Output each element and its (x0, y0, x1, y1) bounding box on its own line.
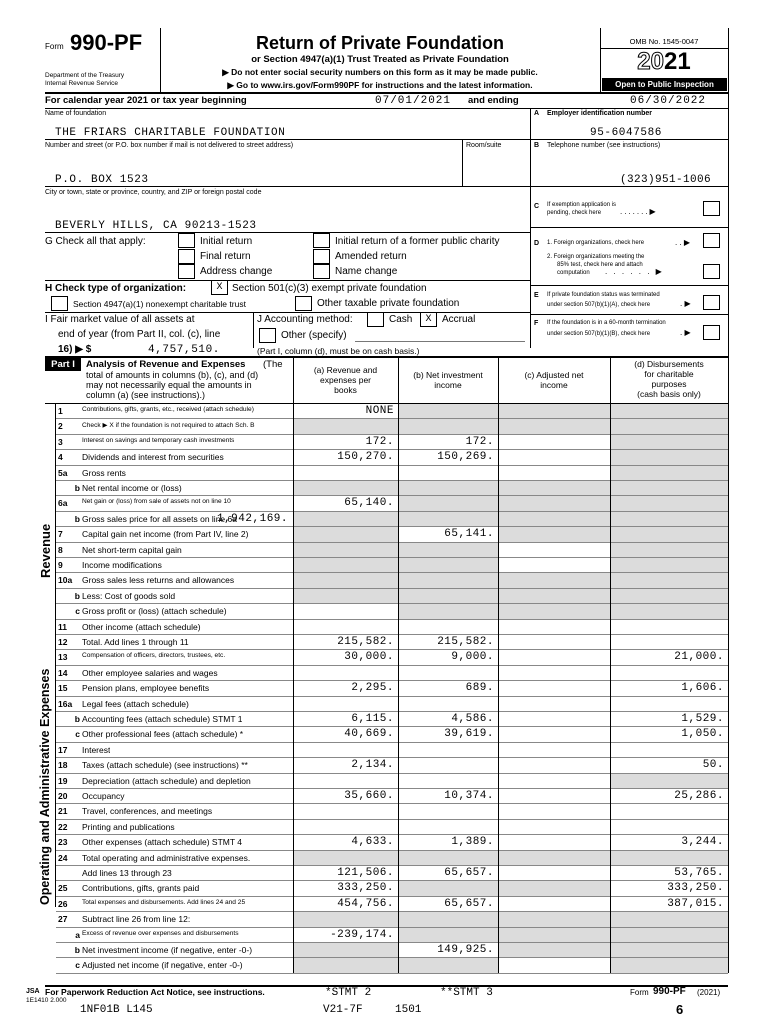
h-label: H Check type of organization: (45, 283, 187, 294)
col-d-head1: (d) Disbursements (634, 359, 704, 369)
4947-trust-checkbox[interactable] (51, 296, 68, 311)
initial-former-public-label: Initial return of a former public charity (335, 236, 500, 247)
line-number: 2 (58, 421, 63, 432)
line-description: Net gain or (loss) from sale of assets not on line 10 (82, 498, 231, 506)
col-d-head3: purposes (651, 379, 687, 389)
amount-a[interactable]: 35,660. (344, 790, 394, 802)
shaded-cell (499, 496, 610, 510)
status-terminated-checkbox[interactable] (703, 295, 720, 310)
line-description: Excess of revenue over expenses and disbursements (82, 929, 239, 937)
amount-d[interactable]: 1,529. (681, 713, 724, 725)
city-state-zip[interactable]: BEVERLY HILLS, CA 90213-1523 (55, 220, 257, 232)
ein-value[interactable]: 95-6047586 (590, 127, 663, 139)
shaded-cell (294, 958, 398, 972)
line-number: 4 (58, 452, 63, 463)
shaded-cell (611, 419, 728, 433)
line-number: 13 (58, 652, 68, 663)
shaded-cell (611, 450, 728, 464)
amount-b[interactable]: 150,269. (437, 451, 494, 464)
shaded-cell (399, 543, 498, 557)
line-number: 23 (58, 837, 68, 848)
irs-link: ▶ Go to www.irs.gov/Form990PF for instructions and the latest information. (227, 80, 533, 90)
revenue-side-label: Revenue (38, 523, 53, 578)
shaded-cell (611, 928, 728, 942)
amount-b[interactable]: 689. (465, 682, 494, 695)
shaded-cell (399, 404, 498, 418)
shaded-cell (611, 496, 728, 510)
shaded-cell (499, 589, 610, 603)
shaded-cell (294, 527, 398, 541)
and-ending-label: and ending (468, 95, 519, 106)
line-description: Other professional fees (attach schedule) * (82, 729, 244, 740)
col-c-head1: (c) Adjusted net (524, 370, 584, 380)
shaded-cell (294, 573, 398, 587)
amended-return-label: Amended return (335, 251, 407, 262)
other-method-label: Other (specify) (281, 330, 347, 341)
d-letter: D (534, 240, 540, 247)
line-number: 14 (58, 667, 68, 678)
line-description: Legal fees (attach schedule) (82, 698, 189, 709)
dept-irs: Internal Revenue Service (45, 80, 118, 87)
name-change-checkbox[interactable] (313, 264, 330, 279)
amount-a[interactable]: 121,506. (337, 867, 394, 879)
form-footer-number: 990-PF (653, 986, 686, 997)
initial-former-public-checkbox[interactable] (313, 233, 330, 248)
ein-label: Employer identification number (547, 110, 653, 117)
line-description: Other employee salaries and wages (82, 667, 218, 678)
shaded-cell (294, 912, 398, 926)
shaded-cell (611, 558, 728, 572)
form-subtitle: or Section 4947(a)(1) Trust Treated as Private Foundation (251, 54, 509, 65)
col-a-head2: expenses per (319, 375, 372, 385)
line-number: b (74, 945, 80, 955)
city-label: City or town, state or province, country, and ZIP or foreign postal code (45, 189, 262, 196)
line-description: Depreciation (attach schedule) and depletion (82, 775, 251, 786)
e-arrow: . ▶ (680, 299, 691, 308)
shaded-cell (499, 881, 610, 895)
shaded-cell (399, 512, 498, 526)
shaded-cell (611, 466, 728, 480)
shaded-cell (611, 912, 728, 926)
line-number: 22 (58, 821, 68, 832)
cash-basis-note: (Part I, column (d), must be on cash basis.) (257, 346, 420, 356)
name-change-label: Name change (335, 266, 398, 277)
tax-year (600, 48, 728, 76)
line-description: Gross rents (82, 467, 126, 478)
line-description: Subtract line 26 from line 12: (82, 914, 191, 925)
col-b-head2: income (434, 380, 462, 390)
c-line1: If exemption application is (547, 202, 617, 208)
line-number: a (75, 929, 80, 940)
part1-heading-tail: (The (263, 359, 283, 370)
line-description: Taxes (attach schedule) (see instructions) ** (82, 760, 248, 771)
line-number: c (75, 960, 80, 971)
cash-label: Cash (389, 314, 413, 325)
line-description: Total operating and administrative expenses. (82, 852, 251, 863)
shaded-cell (499, 943, 610, 957)
part1-desc1: total of amounts in columns (b), (c), and (d) (86, 370, 259, 380)
shaded-cell (499, 851, 610, 865)
line-number: 9 (58, 560, 63, 570)
line-description: Interest on savings and temporary cash investments (82, 436, 235, 444)
amount-d[interactable]: 387,015. (667, 897, 724, 910)
line-description: Check ▶ X if the foundation is not required to attach Sch. B (82, 422, 255, 430)
line-number: 21 (58, 806, 68, 817)
shaded-cell (499, 481, 610, 495)
f-arrow: . ▶ (680, 328, 691, 337)
amount-b[interactable]: 65,141. (444, 528, 494, 541)
tax-period-begin[interactable]: 07/01/2021 (375, 95, 452, 107)
f-letter: F (534, 320, 539, 327)
line-description: Less: Cost of goods sold (82, 590, 176, 601)
amount-a[interactable]: 65,140. (344, 497, 394, 510)
line-description: Net investment income (if negative, enter -0-) (82, 945, 253, 955)
open-public-inspection: Open to Public Inspection (602, 78, 727, 91)
sixty-month-checkbox[interactable] (703, 325, 720, 340)
tax-period-label: For calendar year 2021 or tax year beginning (45, 95, 247, 106)
fmv-value[interactable]: 4,757,510. (148, 344, 221, 356)
initial-return-checkbox[interactable] (178, 233, 195, 248)
shaded-cell (499, 527, 610, 541)
line-description: Capital gain net income (from Part IV, line 2) (82, 529, 249, 540)
line-description: Printing and publications (82, 821, 175, 832)
form-code: 1E1410 2.000 (26, 997, 67, 1004)
part1-tag: Part I (45, 358, 81, 371)
amount-a[interactable]: 6,115. (351, 713, 394, 725)
line-number: b (74, 714, 80, 724)
omb-number: OMB No. 1545-0047 (629, 37, 699, 46)
shaded-cell (611, 527, 728, 541)
line-number: 17 (58, 744, 68, 755)
part1-heading: Analysis of Revenue and Expenses (86, 359, 246, 370)
line-number: 5a (58, 467, 68, 478)
exemption-pending-checkbox[interactable] (703, 201, 720, 216)
shaded-cell (294, 543, 398, 557)
paperwork-notice: For Paperwork Reduction Act Notice, see instructions. (45, 987, 265, 997)
d-line1: 1. Foreign organizations, check here (547, 240, 645, 246)
col-b-head1: (b) Net investment (413, 370, 483, 380)
line-number: 8 (58, 544, 63, 555)
accounting-method-label: J Accounting method: (257, 314, 353, 325)
line-number: 15 (58, 683, 68, 694)
line-number: 7 (58, 529, 63, 540)
shaded-cell (499, 928, 610, 942)
foreign-85-checkbox[interactable] (703, 264, 720, 279)
col-c-head2: income (540, 380, 568, 390)
amount-b[interactable]: 4,586. (451, 713, 494, 725)
amount-d[interactable]: 333,250. (667, 882, 724, 895)
line-number: c (75, 729, 80, 740)
fmv-line1: I Fair market value of all assets at (45, 314, 195, 325)
shaded-cell (611, 404, 728, 418)
address-change-checkbox[interactable] (178, 264, 195, 279)
line-description: Adjusted net income (if negative, enter -0-) (82, 960, 243, 971)
shaded-cell (399, 604, 498, 618)
line-description: Gross profit or (loss) (attach schedule) (82, 606, 227, 617)
amount-b[interactable]: 9,000. (451, 651, 494, 664)
form-word: Form (45, 42, 64, 51)
line-number: b (74, 590, 80, 601)
line-description: Add lines 13 through 23 (82, 868, 172, 878)
shaded-cell (399, 419, 498, 433)
line-description: Net short-term capital gain (82, 544, 182, 555)
amount-a[interactable]: 172. (365, 435, 394, 448)
amount-d[interactable]: 25,286. (674, 790, 724, 802)
tax-year-outline: 20 (637, 48, 664, 75)
line-description: Contributions, gifts, grants, etc., received (attach schedule) (82, 406, 254, 413)
501c3-label: Section 501(c)(3) exempt private foundation (232, 283, 427, 294)
line-description: Occupancy (82, 791, 125, 801)
shaded-cell (399, 558, 498, 572)
other-method-checkbox[interactable] (259, 328, 276, 343)
line-number: 26 (58, 898, 68, 909)
d-line2c: computation (557, 270, 590, 276)
amount-d[interactable]: 21,000. (674, 651, 724, 664)
line-description: Income modifications (82, 560, 162, 570)
amount-a[interactable]: 215,582. (337, 636, 394, 648)
shaded-cell (399, 912, 498, 926)
amount-b[interactable]: 172. (465, 435, 494, 448)
accrual-label: Accrual (442, 314, 476, 325)
e-line2: under section 507(b)(1)(A), check here (547, 302, 651, 308)
line-description: Other income (attach schedule) (82, 621, 201, 632)
shaded-cell (399, 496, 498, 510)
amount-d[interactable]: 53,765. (674, 867, 724, 879)
page-number: 6 (676, 1002, 684, 1017)
other-taxable-label: Other taxable private foundation (317, 298, 460, 309)
shaded-cell (294, 512, 398, 526)
amount-b[interactable]: 65,657. (444, 867, 494, 879)
shaded-cell (611, 573, 728, 587)
fmv-line2: end of year (from Part II, col. (c), line (58, 329, 221, 340)
line-description: Pension plans, employee benefits (82, 683, 210, 694)
shaded-cell (611, 958, 728, 972)
tax-period-end[interactable]: 06/30/2022 (630, 95, 707, 107)
line-number: 27 (58, 914, 68, 925)
line-number: 16a (58, 698, 73, 709)
form-footer-year: (2021) (697, 988, 721, 997)
shaded-cell (611, 851, 728, 865)
line-number: 19 (58, 775, 68, 786)
line-number: 3 (58, 436, 63, 447)
amount-b[interactable]: 149,925. (437, 944, 494, 956)
shaded-cell (499, 604, 610, 618)
line-number: 12 (58, 637, 68, 647)
amount-d[interactable]: 50. (702, 759, 724, 772)
stmt2-ref: *STMT 2 (325, 987, 372, 999)
line-description: Other expenses (attach schedule) STMT 4 (82, 837, 243, 848)
line-number: 25 (58, 883, 68, 894)
c-line2: pending, check here (547, 210, 602, 216)
d1-arrow: . . ▶ (675, 238, 691, 247)
accrual-checkbox[interactable]: X (420, 312, 437, 327)
phone-letter: B (534, 142, 540, 149)
phone-number[interactable]: (323)951-1006 (620, 174, 712, 186)
shaded-cell (499, 573, 610, 587)
amount-b[interactable]: 10,374. (444, 790, 494, 802)
shaded-cell (611, 512, 728, 526)
4947-trust-label: Section 4947(a)(1) nonexempt charitable trust (73, 299, 246, 309)
amount-a[interactable]: 40,669. (344, 728, 394, 741)
final-return-label: Final return (200, 251, 251, 262)
shaded-cell (611, 943, 728, 957)
dept-treasury: Department of the Treasury (45, 72, 125, 79)
line-description: Accounting fees (attach schedule) STMT 1 (82, 714, 243, 724)
501c3-checkbox[interactable]: X (211, 280, 228, 295)
shaded-cell (399, 589, 498, 603)
shaded-cell (611, 543, 728, 557)
ssn-warning: ▶ Do not enter social security numbers on this form as it may be made public. (222, 67, 538, 77)
e-line1: If private foundation status was terminated (547, 292, 660, 298)
shaded-cell (294, 419, 398, 433)
col-a-head1: (a) Revenue and (313, 365, 378, 375)
amount-a[interactable]: 150,270. (337, 451, 394, 464)
f-line2: under section 507(b)(1)(B), check here (547, 331, 651, 337)
shaded-cell (611, 774, 728, 788)
address-change-label: Address change (200, 266, 273, 277)
shaded-cell (399, 573, 498, 587)
shaded-cell (611, 589, 728, 603)
d-line2b: 85% test, check here and attach (557, 262, 643, 268)
shaded-cell (399, 851, 498, 865)
amount-a[interactable]: -239,174. (330, 928, 394, 941)
bottom-seq: 1501 (395, 1004, 422, 1016)
line-number: b (74, 483, 80, 493)
shaded-cell (611, 604, 728, 618)
bottom-left-code: 1NF01B L145 (80, 1004, 153, 1016)
form-footer-word: Form (630, 988, 649, 997)
shaded-cell (399, 881, 498, 895)
shaded-cell (294, 851, 398, 865)
amount-a[interactable]: 2,134. (351, 759, 394, 772)
foundation-name[interactable]: THE FRIARS CHARITABLE FOUNDATION (55, 127, 286, 139)
room-suite-label: Room/suite (466, 142, 502, 149)
shaded-cell (611, 481, 728, 495)
amount-b[interactable]: 215,582. (437, 636, 494, 648)
line-description: Gross sales less returns and allowances (82, 575, 235, 586)
shaded-cell (611, 435, 728, 449)
amount-b[interactable]: 65,657. (444, 897, 494, 910)
shaded-cell (294, 558, 398, 572)
d-line2a: 2. Foreign organizations meeting the (547, 254, 645, 260)
line-description: Travel, conferences, and meetings (82, 806, 213, 817)
shaded-cell (499, 419, 610, 433)
line-description: Contributions, gifts, grants paid (82, 883, 200, 894)
other-taxable-checkbox[interactable] (295, 296, 312, 311)
stmt3-ref: **STMT 3 (440, 987, 493, 999)
shaded-cell (499, 404, 610, 418)
f-line1: If the foundation is in a 60-month termination (547, 320, 666, 326)
amount-d[interactable]: 1,606. (681, 682, 724, 695)
col-a-head3: books (334, 385, 357, 395)
amount-d[interactable]: 1,050. (681, 728, 724, 741)
street-address[interactable]: P.O. BOX 1523 (55, 174, 149, 186)
line-number: 18 (58, 760, 68, 771)
form-title: Return of Private Foundation (255, 33, 504, 53)
cash-checkbox[interactable] (367, 312, 384, 327)
shaded-cell (399, 958, 498, 972)
amount-b[interactable]: 1,389. (451, 836, 494, 849)
part1-desc3: column (a) (see instructions).) (86, 390, 206, 400)
jsa-label: JSA (26, 988, 40, 995)
foundation-name-label: Name of foundation (45, 110, 107, 117)
line-description: Total expenses and disbursements. Add lines 24 and 25 (82, 898, 246, 906)
line-number: 20 (58, 791, 68, 801)
col-d-head2: for charitable (644, 369, 694, 379)
col-d-head4: (cash basis only) (637, 389, 701, 399)
fmv-line3: 16) ▶ $ (58, 344, 92, 355)
line-inline-value[interactable]: 1,942,169. (216, 512, 288, 525)
c-letter: C (534, 203, 540, 210)
amended-return-checkbox[interactable] (313, 249, 330, 264)
shaded-cell (399, 928, 498, 942)
line-description: Total. Add lines 1 through 11 (82, 637, 189, 647)
e-letter: E (534, 292, 539, 299)
shaded-cell (294, 943, 398, 957)
c-dots: .......▶ (620, 207, 658, 216)
part1-desc2: may not necessarily equal the amounts in (86, 380, 252, 390)
tax-year-bold: 21 (664, 48, 691, 75)
d2-dots: . . . . . . ▶ (605, 267, 664, 276)
amount-b[interactable]: 39,619. (444, 728, 494, 741)
shaded-cell (399, 481, 498, 495)
line-description: Net rental income or (loss) (82, 483, 182, 493)
form-number: 990-PF (70, 30, 143, 55)
final-return-checkbox[interactable] (178, 249, 195, 264)
amount-a[interactable]: 454,756. (337, 897, 394, 910)
shaded-cell (294, 481, 398, 495)
amount-a[interactable]: 4,633. (351, 836, 394, 849)
line-number: 10a (58, 575, 73, 586)
foreign-org-checkbox[interactable] (703, 233, 720, 248)
line-number: 24 (58, 852, 68, 863)
initial-return-label: Initial return (200, 236, 253, 247)
ein-letter: A (534, 110, 540, 117)
expenses-side-label: Operating and Administrative Expenses (38, 668, 52, 905)
shaded-cell (294, 589, 398, 603)
line-number: 11 (58, 621, 67, 632)
shaded-cell (499, 912, 610, 926)
amount-a[interactable]: 2,295. (351, 682, 394, 695)
shaded-cell (499, 512, 610, 526)
amount-d[interactable]: 3,244. (681, 836, 724, 849)
line-number: b (74, 513, 80, 524)
line-description: Dividends and interest from securities (82, 452, 224, 463)
street-label: Number and street (or P.O. box number if mail is not delivered to street address) (45, 142, 294, 149)
bottom-version: V21-7F (323, 1004, 363, 1016)
g-label: G Check all that apply: (45, 236, 146, 247)
amount-a[interactable]: 30,000. (344, 651, 394, 664)
line-description: Gross sales price for all assets on line 6a (82, 513, 237, 524)
line-number: 6a (58, 498, 68, 509)
line-number: c (75, 606, 80, 617)
line-description: Compensation of officers, directors, trustees, etc. (82, 652, 226, 660)
line-number: 1 (58, 406, 63, 416)
amount-a[interactable]: 333,250. (337, 882, 394, 895)
amount-a[interactable]: NONE (365, 405, 394, 417)
phone-label: Telephone number (see instructions) (547, 142, 661, 149)
line-description: Interest (82, 744, 111, 755)
